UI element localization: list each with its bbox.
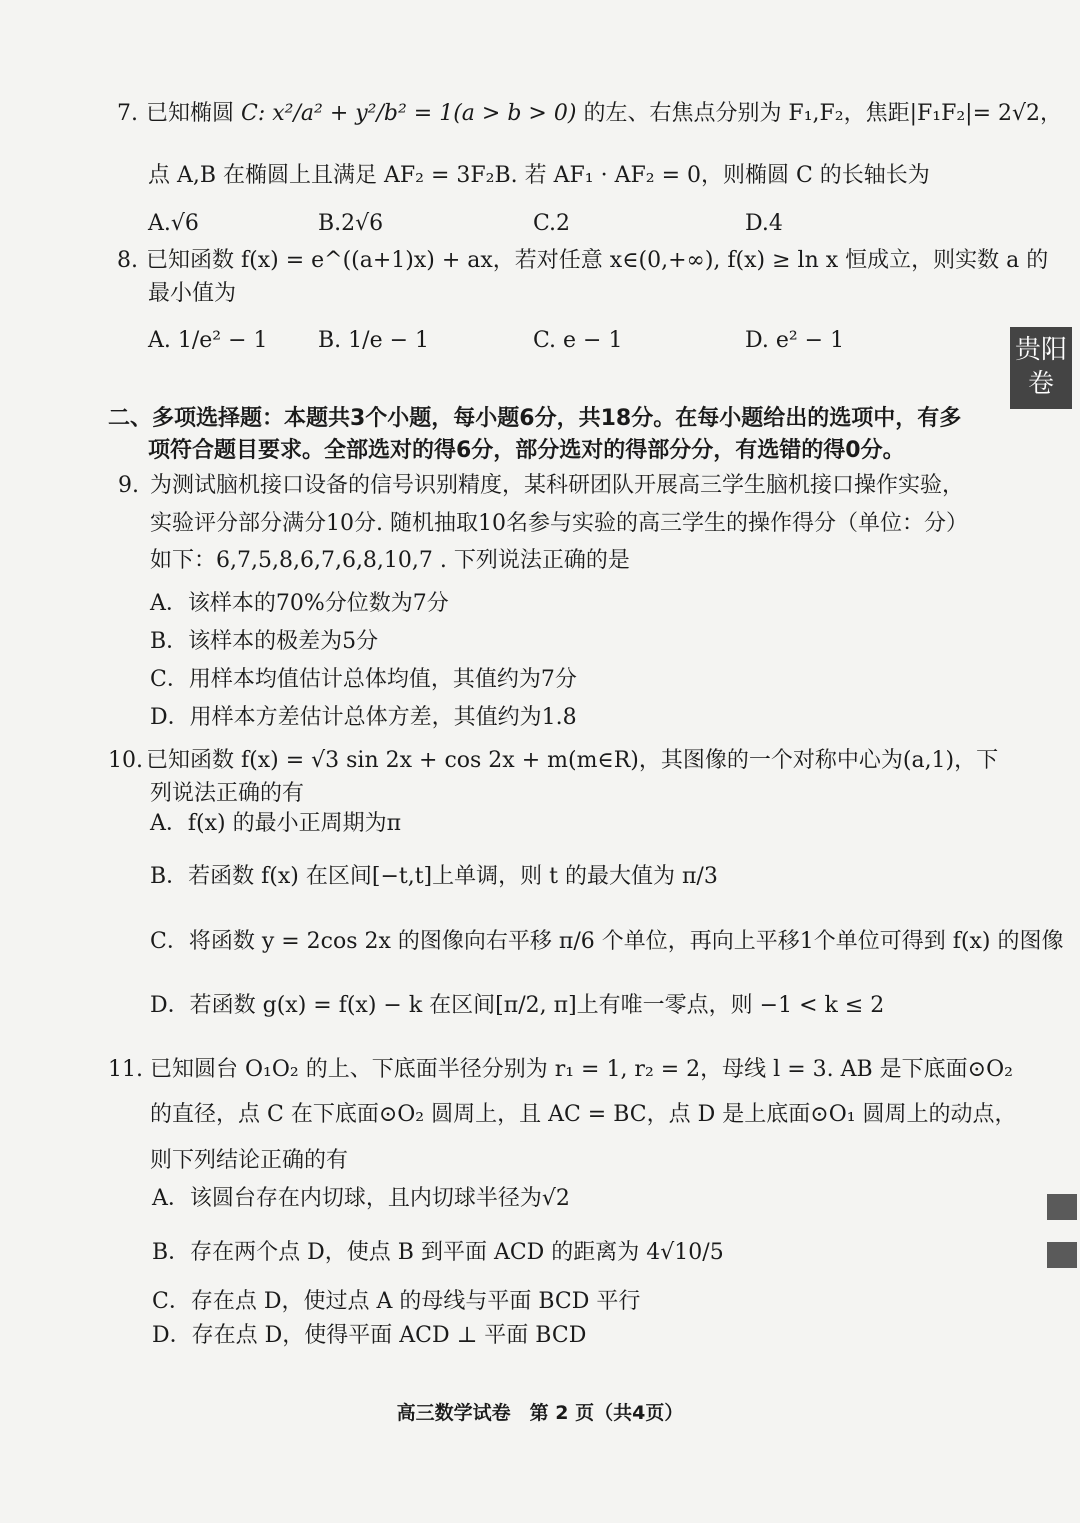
q7-option-a: A.√6 bbox=[148, 211, 199, 236]
q8-option-b: B. 1/e − 1 bbox=[318, 328, 429, 353]
q11-line1: 已知圆台 O₁O₂ 的上、下底面半径分别为 r₁ = 1, r₂ = 2，母线 l = 3. AB 是下底面⊙O₂ bbox=[150, 1057, 1013, 1082]
section2-heading-line1: 二、多项选择题：本题共3个小题，每小题6分，共18分。在每小题给出的选项中，有多 bbox=[108, 406, 962, 431]
q11-option-c: C．存在点 D，使过点 A 的母线与平面 BCD 平行 bbox=[152, 1289, 641, 1314]
region-tab: 贵阳卷 bbox=[1010, 327, 1072, 409]
q7-ellipse-equation: C: x²/a² + y²/b² = 1(a > b > 0) bbox=[241, 101, 577, 126]
q7-option-b: B.2√6 bbox=[318, 211, 384, 236]
q11-line3: 则下列结论正确的有 bbox=[150, 1148, 349, 1173]
q8-line1: 已知函数 f(x) = e^((a+1)x) + ax，若对任意 x∈(0,+∞), f(x) ≥ ln x 恒成立，则实数 a 的 bbox=[146, 248, 1049, 273]
q11-line2: 的直径，点 C 在下底面⊙O₂ 圆周上，且 AC = BC，点 D 是上底面⊙O₁ 圆周上的动点， bbox=[150, 1102, 1017, 1127]
q11-option-a: A．该圆台存在内切球，且内切球半径为√2 bbox=[152, 1186, 570, 1211]
q9-line1: 为测试脑机接口设备的信号识别精度，某科研团队开展高三学生脑机接口操作实验， bbox=[150, 473, 965, 498]
q7-line1 bbox=[146, 99, 1062, 129]
q9-line3: 如下：6,7,5,8,6,7,6,8,10,7 . 下列说法正确的是 bbox=[150, 548, 630, 573]
q7-number: 7. bbox=[117, 101, 138, 126]
q11-option-d: D．存在点 D，使得平面 ACD ⊥ 平面 BCD bbox=[152, 1323, 587, 1348]
q8-number: 8. bbox=[117, 248, 138, 273]
q10-line2: 列说法正确的有 bbox=[150, 781, 305, 806]
q9-option-c: C．用样本均值估计总体均值，其值约为7分 bbox=[150, 667, 577, 692]
q7-focus-text: 的左、右焦点分别为 F₁,F₂，焦距|F₁F₂|= 2√2， bbox=[583, 101, 1063, 126]
registration-mark-top bbox=[1047, 1194, 1077, 1220]
q8-option-c: C. e − 1 bbox=[533, 328, 623, 353]
q10-number: 10. bbox=[108, 748, 143, 773]
section2-heading-line2: 项符合题目要求。全部选对的得6分，部分选对的得部分分，有选错的得0分。 bbox=[148, 438, 905, 463]
q10-option-d: D．若函数 g(x) = f(x) − k 在区间[π/2, π]上有唯一零点，则 −1 < k ≤ 2 bbox=[150, 993, 885, 1018]
page-footer: 高三数学试卷 第 2 页（共4页） bbox=[396, 1402, 684, 1424]
q9-option-b: B．该样本的极差为5分 bbox=[150, 629, 379, 654]
q9-option-a: A．该样本的70%分位数为7分 bbox=[150, 591, 449, 616]
q11-option-b: B．存在两个点 D，使点 B 到平面 ACD 的距离为 4√10/5 bbox=[152, 1240, 724, 1265]
q10-option-a: A．f(x) 的最小正周期为π bbox=[150, 811, 402, 836]
registration-mark-bottom bbox=[1047, 1242, 1077, 1268]
q7-prefix: 已知椭圆 bbox=[146, 101, 235, 126]
q7-option-c: C.2 bbox=[533, 211, 571, 236]
q10-option-c: C．将函数 y = 2cos 2x 的图像向右平移 π/6 个单位，再向上平移1个单位可得到 f(x) 的图像 bbox=[150, 929, 1064, 954]
q8-option-a: A. 1/e² − 1 bbox=[148, 328, 268, 353]
q11-number: 11. bbox=[108, 1057, 143, 1082]
q8-option-d: D. e² − 1 bbox=[745, 328, 845, 353]
q7-option-d: D.4 bbox=[745, 211, 783, 236]
q10-line1: 已知函数 f(x) = √3 sin 2x + cos 2x + m(m∈R)，其图像的一个对称中心为(a,1)，下 bbox=[146, 748, 999, 773]
q8-line2: 最小值为 bbox=[148, 281, 237, 306]
q9-option-d: D．用样本方差估计总体方差，其值约为1.8 bbox=[150, 705, 577, 730]
q9-number: 9. bbox=[118, 473, 139, 498]
q7-line2: 点 A,B 在椭圆上且满足 AF₂ = 3F₂B. 若 AF₁ · AF₂ = 0，则椭圆 C 的长轴长为 bbox=[148, 163, 930, 188]
q10-option-b: B．若函数 f(x) 在区间[−t,t]上单调，则 t 的最大值为 π/3 bbox=[150, 864, 718, 889]
q9-line2: 实验评分部分满分10分. 随机抽取10名参与实验的高三学生的操作得分（单位：分） bbox=[150, 511, 968, 536]
